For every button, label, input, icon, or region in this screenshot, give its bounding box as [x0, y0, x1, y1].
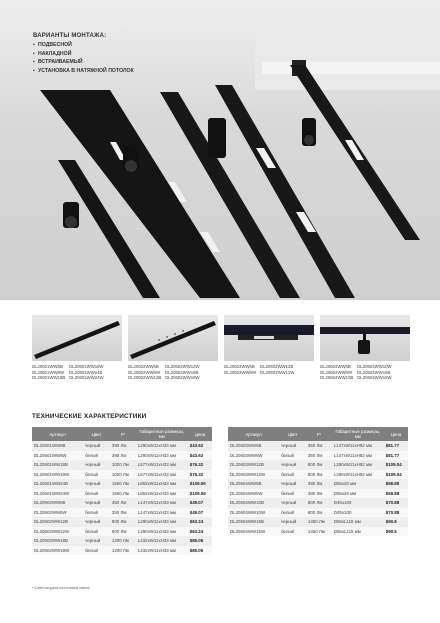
table-row [32, 517, 212, 527]
cell-dimensions: L147xW11xH33 мм [136, 508, 188, 518]
cell-dimensions: L432xW11xH33 мм [136, 546, 188, 556]
table-row [32, 498, 212, 508]
cell-color: черный [83, 498, 110, 508]
table-row [32, 546, 212, 556]
cell-color: белый [279, 451, 306, 461]
cell-flux: 350 Лм [110, 508, 136, 518]
cell-color: черный [279, 460, 306, 470]
cell-dimensions: L290xW11xH82 мм [332, 470, 384, 480]
cell-article: DL20604WW5B [228, 479, 279, 489]
table-row [228, 527, 408, 537]
table-row [32, 536, 212, 546]
cell-color: черный [83, 479, 110, 489]
cell-article: DL20601WW8B [32, 441, 83, 451]
specs-title: ТЕХНИЧЕСКИЕ ХАРАКТЕРИСТИКИ [32, 413, 147, 420]
cell-flux: 800 Лм [306, 460, 332, 470]
cell-color: черный [83, 536, 110, 546]
cell-price: $58.88 [384, 489, 408, 499]
col-dimensions: Габаритные размеры, мм [136, 427, 188, 441]
mounting-item: ▪ УСТАНОВКА В НАТЯЖНОЙ ПОТОЛОК [33, 67, 134, 74]
cell-flux: 1200 Лм [110, 546, 136, 556]
cell-price: $85.05 [188, 536, 212, 546]
cell-dimensions: D55x20 мм [332, 489, 384, 499]
col-price: Цена [188, 427, 212, 441]
table-row [228, 470, 408, 480]
cell-flux: 350 Лм [306, 441, 332, 451]
cell-dimensions: D45x100 [332, 508, 384, 518]
cell-color: белый [83, 508, 110, 518]
cell-price: $109.04 [384, 460, 408, 470]
cell-article: DL20601WW24W [32, 489, 83, 499]
product-photo [32, 315, 122, 361]
cell-article: DL20603WW12W [228, 470, 279, 480]
cell-dimensions: D55xL115 мм [332, 517, 384, 527]
cell-flux: 800 Лм [306, 498, 332, 508]
table-row [228, 451, 408, 461]
cell-price: $43.62 [188, 441, 212, 451]
cell-article: DL20604WW10W [228, 508, 279, 518]
cell-price: $76.32 [188, 470, 212, 480]
mounting-options [33, 33, 161, 75]
product-thumbnails [32, 315, 410, 397]
table-row [32, 470, 212, 480]
cell-article: DL20602WW6B [32, 498, 83, 508]
product-thumb-2: DL20602WW6B DL20602WW6W DL20602WW12B DL20602WW12W DL20602WW18B DL20602WW18W [128, 315, 218, 397]
cell-price: $49.07 [188, 508, 212, 518]
cell-article: DL20601WW18W [32, 470, 83, 480]
cell-color: белый [279, 489, 306, 499]
cell-dimensions: L290xW11xH33 мм [136, 527, 188, 537]
product-photo [320, 315, 410, 361]
cell-dimensions: L577xW11xH33 мм [136, 470, 188, 480]
cell-dimensions: L290xW11xH33 мм [136, 441, 188, 451]
col-flux: Fᵛ [110, 427, 136, 441]
table-header-row [228, 427, 408, 441]
table-row [32, 451, 212, 461]
cell-price: $90.5 [384, 517, 408, 527]
cell-dimensions: L147xW11xH82 мм [332, 441, 384, 451]
cell-dimensions: D45x100 [332, 498, 384, 508]
cell-article: DL20603WW6W [228, 451, 279, 461]
cell-article: DL20604WW10B [228, 498, 279, 508]
mounting-list [33, 41, 161, 75]
table-row [32, 441, 212, 451]
product-thumb-1: DL20601WW8B DL20601WW8W DL20601WW18B DL20601WW18W DL20601WW24B DL20601WW24W [32, 315, 122, 397]
cell-flux: 1200 Лм [110, 536, 136, 546]
cell-flux: 800 Лм [110, 517, 136, 527]
cell-color: черный [279, 441, 306, 451]
cell-price: $90.5 [384, 527, 408, 537]
cell-dimensions: L432xW11xH33 мм [136, 536, 188, 546]
col-article: Артикул [228, 427, 279, 441]
cell-flux: 1450 Лм [306, 517, 332, 527]
cell-flux: 1560 Лм [110, 479, 136, 489]
cell-color: белый [83, 451, 110, 461]
product-photo [224, 315, 314, 361]
cell-flux: 350 Лм [306, 451, 332, 461]
col-article: Артикул [32, 427, 83, 441]
table-row [228, 498, 408, 508]
cell-article: DL20602WW12W [32, 527, 83, 537]
table-header-row [32, 427, 212, 441]
cell-color: черный [83, 517, 110, 527]
cell-article: DL20603WW6B [228, 441, 279, 451]
cell-article: DL20604WW15W [228, 527, 279, 537]
cell-dimensions: L863xW11xH33 мм [136, 479, 188, 489]
cell-price: $85.05 [188, 546, 212, 556]
table-row [228, 441, 408, 451]
cell-price: $109.06 [188, 489, 212, 499]
cell-color: белый [279, 508, 306, 518]
cell-dimensions: D55xL115 мм [332, 527, 384, 537]
col-flux: Fᵛ [306, 427, 332, 441]
cell-color: белый [83, 546, 110, 556]
cell-color: белый [83, 470, 110, 480]
cell-price: $109.04 [384, 470, 408, 480]
table-row [228, 508, 408, 518]
cell-article: DL20601WW24B [32, 479, 83, 489]
table-row [228, 517, 408, 527]
cell-flux: 1020 Лм [110, 470, 136, 480]
specs-table-right [228, 427, 408, 536]
col-dimensions: Габаритные размеры, мм [332, 427, 384, 441]
mounting-item: ▪ ВСТРАИВАЕМЫЙ [33, 59, 83, 65]
specs-table-left [32, 427, 212, 555]
cell-flux: 390 Лм [110, 441, 136, 451]
table-row [32, 460, 212, 470]
cell-flux: 800 Лм [110, 527, 136, 537]
cell-flux: 1450 Лм [306, 527, 332, 537]
col-price: Цена [384, 427, 408, 441]
cell-article: DL20604WW15B [228, 517, 279, 527]
cell-color: белый [83, 527, 110, 537]
table-row [228, 479, 408, 489]
cell-price: $58.88 [384, 479, 408, 489]
table-row [228, 489, 408, 499]
cell-flux: 350 Лм [110, 498, 136, 508]
cell-price: $76.32 [188, 460, 212, 470]
cell-flux: 800 Лм [306, 470, 332, 480]
footnote: * Светоотдача источника света [32, 585, 90, 590]
product-thumb-3: DL20603WW6B DL20603WW6W DL20603WW12B DL20603WW12W [224, 315, 314, 397]
table-row [32, 508, 212, 518]
product-photo [128, 315, 218, 361]
cell-article: DL20601WW8W [32, 451, 83, 461]
col-color: Цвет [83, 427, 110, 441]
table-row [32, 479, 212, 489]
cell-article: DL20602WW18W [32, 546, 83, 556]
cell-flux: 380 Лм [306, 479, 332, 489]
cell-flux: 800 Лм [306, 508, 332, 518]
cell-color: черный [279, 498, 306, 508]
cell-price: $70.88 [384, 498, 408, 508]
mounting-item: ▪ НАКЛАДНОЙ [33, 50, 72, 57]
cell-color: белый [279, 527, 306, 537]
cell-color: белый [279, 470, 306, 480]
cell-price: $70.88 [384, 508, 408, 518]
cell-article: DL20602WW18B [32, 536, 83, 546]
cell-color: черный [279, 479, 306, 489]
cell-flux: 1020 Лм [110, 460, 136, 470]
cell-price: $49.07 [188, 498, 212, 508]
cell-flux: 390 Лм [110, 451, 136, 461]
cell-price: $63.24 [188, 517, 212, 527]
cell-dimensions: L147xW11xH82 мм [332, 451, 384, 461]
cell-dimensions: L577xW11xH33 мм [136, 460, 188, 470]
cell-dimensions: L863xW11xH33 мм [136, 489, 188, 499]
cell-color: черный [83, 441, 110, 451]
cell-dimensions: L290xW11xH33 мм [136, 451, 188, 461]
cell-dimensions: L290xW11xH82 мм [332, 460, 384, 470]
cell-dimensions: D55x20 мм [332, 479, 384, 489]
cell-price: $43.62 [188, 451, 212, 461]
cell-price: $109.06 [188, 479, 212, 489]
mounting-title: ВАРИАНТЫ МОНТАЖА: [33, 33, 107, 39]
cell-price: $81.77 [384, 451, 408, 461]
cell-price: $81.77 [384, 441, 408, 451]
product-thumb-4: DL20604WW5B DL20604WW5W DL20604WW10B DL20604WW10W DL20604WW15B DL20604WW15W [320, 315, 410, 397]
cell-price: $63.24 [188, 527, 212, 537]
cell-article: DL20601WW18B [32, 460, 83, 470]
cell-flux: 380 Лм [306, 489, 332, 499]
table-row [228, 460, 408, 470]
cell-article: DL20603WW12B [228, 460, 279, 470]
cell-article: DL20602WW12B [32, 517, 83, 527]
cell-dimensions: L290xW11xH33 мм [136, 517, 188, 527]
mounting-item: ▪ ПОДВЕСНОЙ [33, 42, 72, 48]
cell-article: DL20602WW6W [32, 508, 83, 518]
cell-color: белый [83, 489, 110, 499]
cell-dimensions: L147xW11xH33 мм [136, 498, 188, 508]
table-row [32, 527, 212, 537]
cell-color: черный [279, 517, 306, 527]
cell-color: черный [83, 460, 110, 470]
cell-article: DL20604WW5W [228, 489, 279, 499]
hero-photo [0, 0, 440, 300]
table-row [32, 489, 212, 499]
col-color: Цвет [279, 427, 306, 441]
cell-flux: 1560 Лм [110, 489, 136, 499]
